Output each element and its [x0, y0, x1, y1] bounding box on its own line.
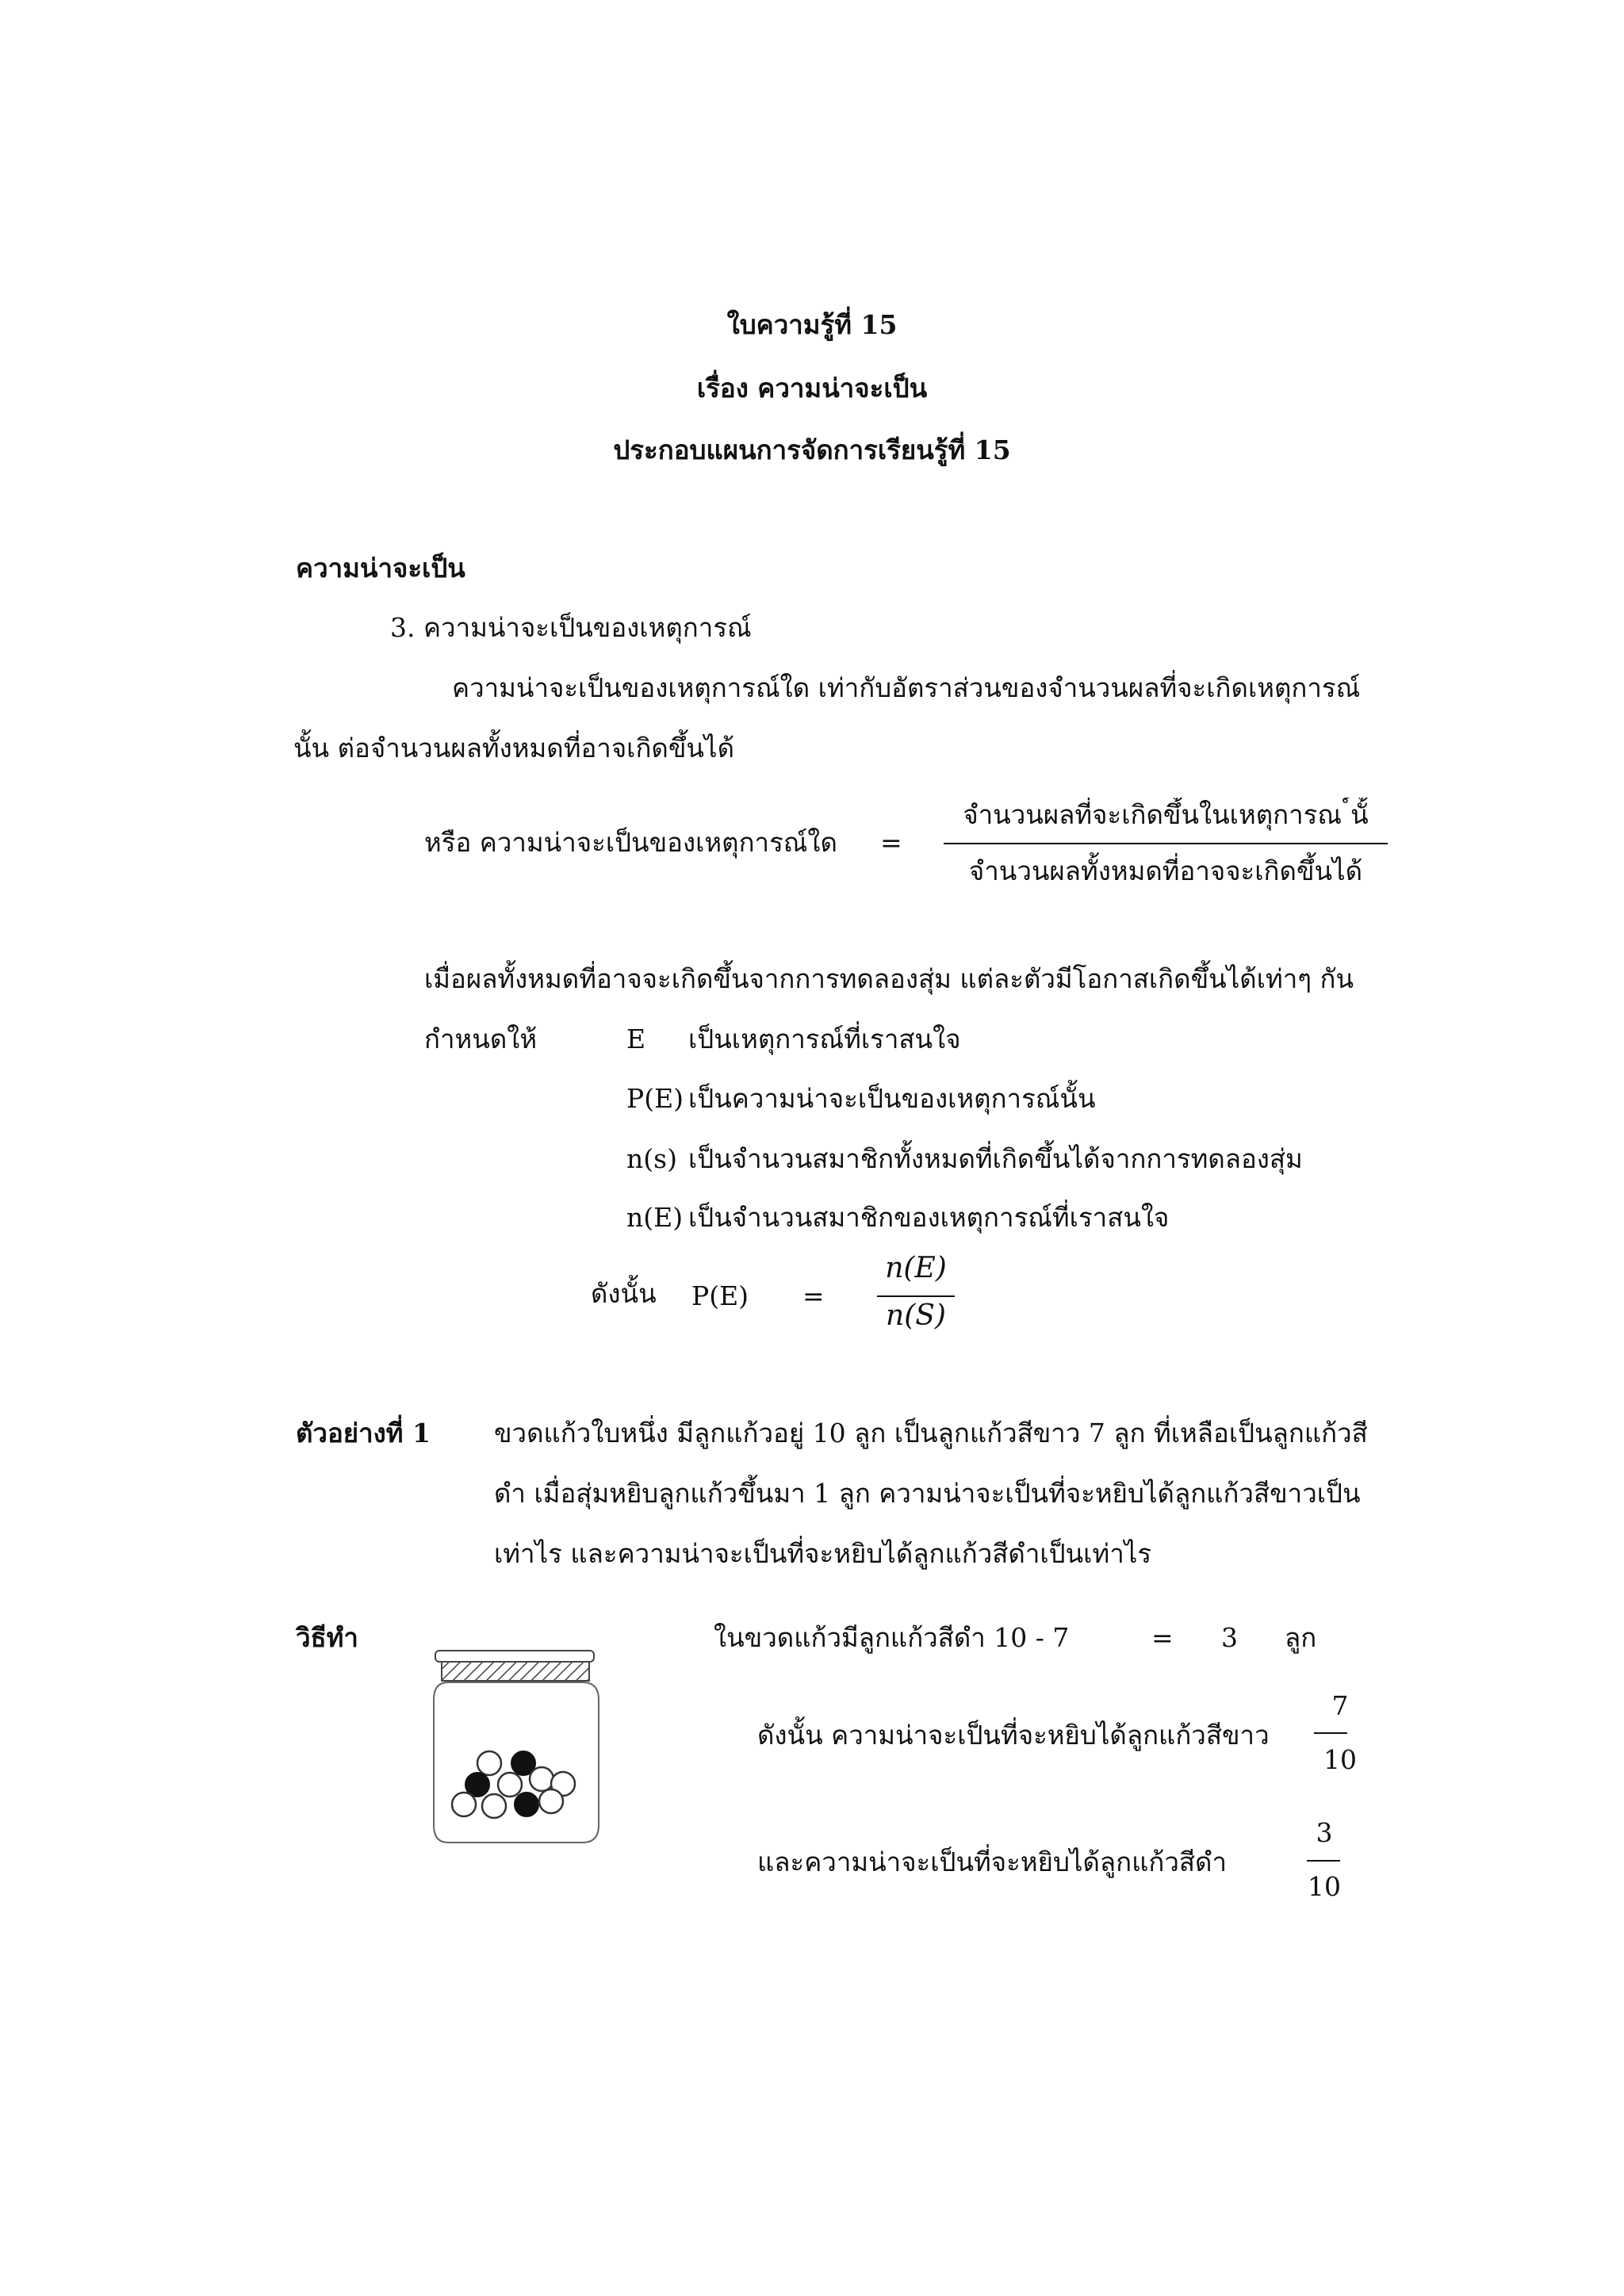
formula2-equals: = — [802, 1280, 825, 1311]
solution-step3-denominator: 10 — [1308, 1871, 1341, 1902]
definition-symbol: E — [626, 1024, 646, 1054]
formula2-prefix: ดังนั้น — [591, 1278, 657, 1309]
solution-step2-fraction-bar — [1314, 1732, 1347, 1734]
solution-step2-denominator: 10 — [1323, 1744, 1357, 1775]
white-marble — [530, 1767, 553, 1791]
solution-step3-text: และความน่าจะเป็นที่จะหยิบได้ลูกแก้วสีดำ — [757, 1846, 1228, 1877]
formula1-lhs: หรือ ความน่าจะเป็นของเหตุการณ์ใด — [424, 827, 837, 858]
solution-label: วิธีทำ — [296, 1622, 358, 1653]
solution-step2-text: ดังนั้น ความน่าจะเป็นที่จะหยิบได้ลูกแก้วสีขาว — [757, 1720, 1270, 1751]
definition-text: เป็นจำนวนสมาชิกทั้งหมดที่เกิดขึ้นได้จากการทดลองสุ่ม — [688, 1143, 1303, 1174]
definition-symbol: P(E) — [626, 1083, 684, 1114]
formula1-denominator: จำนวนผลทั้งหมดที่อาจจะเกิดขึ้นได้ — [968, 855, 1363, 886]
formula2-lhs: P(E) — [691, 1280, 749, 1311]
solution-step1-text: ในขวดแก้วมีลูกแก้วสีดำ 10 - 7 — [714, 1622, 1070, 1653]
example-label: ตัวอย่างที่ 1 — [296, 1418, 431, 1448]
white-marble — [539, 1789, 563, 1813]
formula1-fraction-bar — [944, 843, 1388, 844]
definition-text: เป็นจำนวนสมาชิกของเหตุการณ์ที่เราสนใจ — [688, 1202, 1170, 1233]
page-title: ใบความรู้ที่ 15 — [726, 309, 898, 340]
example-line-1: ขวดแก้วใบหนึ่ง มีลูกแก้วอยู่ 10 ลูก เป็นลูกแก้วสีขาว 7 ลูก ที่เหลือเป็นลูกแก้วสี — [494, 1418, 1368, 1448]
section-heading: ความน่าจะเป็น — [296, 553, 465, 584]
white-marble — [498, 1773, 522, 1797]
formula1-numerator: จำนวนผลที่จะเกิดขึ้นในเหตุการณ ์นั้ — [963, 799, 1369, 830]
white-marble — [477, 1751, 501, 1775]
example-line-2: ดำ เมื่อสุ่มหยิบลูกแก้วขึ้นมา 1 ลูก ความน่าจะเป็นที่จะหยิบได้ลูกแก้วสีขาวเป็น — [494, 1478, 1361, 1509]
definition-text: เป็นเหตุการณ์ที่เราสนใจ — [688, 1024, 961, 1054]
definition-paragraph-line-1: ความน่าจะเป็นของเหตุการณ์ใด เท่ากับอัตราส่วนของจำนวนผลที่จะเกิดเหตุการณ์ — [452, 672, 1361, 703]
black-marble — [515, 1793, 538, 1816]
example-line-3: เท่าไร และความน่าจะเป็นที่จะหยิบได้ลูกแก้วสีดำเป็นเท่าไร — [494, 1538, 1152, 1569]
marble-jar-illustration — [432, 1644, 622, 1858]
define-label: กำหนดให้ — [424, 1024, 538, 1054]
definition-text: เป็นความน่าจะเป็นของเหตุการณ์นั้น — [688, 1083, 1096, 1114]
formula2-denominator: n(S) — [886, 1299, 946, 1332]
white-marble — [482, 1794, 506, 1818]
solution-step2-numerator: 7 — [1331, 1690, 1349, 1721]
solution-step3-fraction-bar — [1307, 1860, 1340, 1862]
condition-text: เมื่อผลทั้งหมดที่อาจจะเกิดขึ้นจากการทดลองสุ่ม แต่ละตัวมีโอกาสเกิดขึ้นได้เท่าๆ กัน — [424, 963, 1354, 994]
formula2-fraction-bar — [877, 1295, 955, 1297]
solution-step1-unit: ลูก — [1285, 1622, 1317, 1653]
formula2-numerator: n(E) — [885, 1252, 947, 1284]
definition-paragraph-line-2: นั้น ต่อจำนวนผลทั้งหมดที่อาจเกิดขึ้นได้ — [293, 733, 735, 763]
solution-step3-numerator: 3 — [1316, 1817, 1333, 1848]
solution-step1-equals: = — [1151, 1622, 1174, 1653]
definition-symbol: n(E) — [626, 1202, 684, 1233]
subject-title: เรื่อง ความน่าจะเป็น — [696, 373, 928, 404]
lesson-plan-title: ประกอบแผนการจัดการเรียนรู้ที่ 15 — [613, 434, 1011, 465]
formula1-equals: = — [880, 827, 902, 858]
white-marble — [452, 1793, 476, 1816]
solution-step1-value: 3 — [1221, 1622, 1238, 1653]
definition-symbol: n(s) — [626, 1143, 677, 1174]
section-subheading: 3. ความน่าจะเป็นของเหตุการณ์ — [390, 612, 752, 643]
